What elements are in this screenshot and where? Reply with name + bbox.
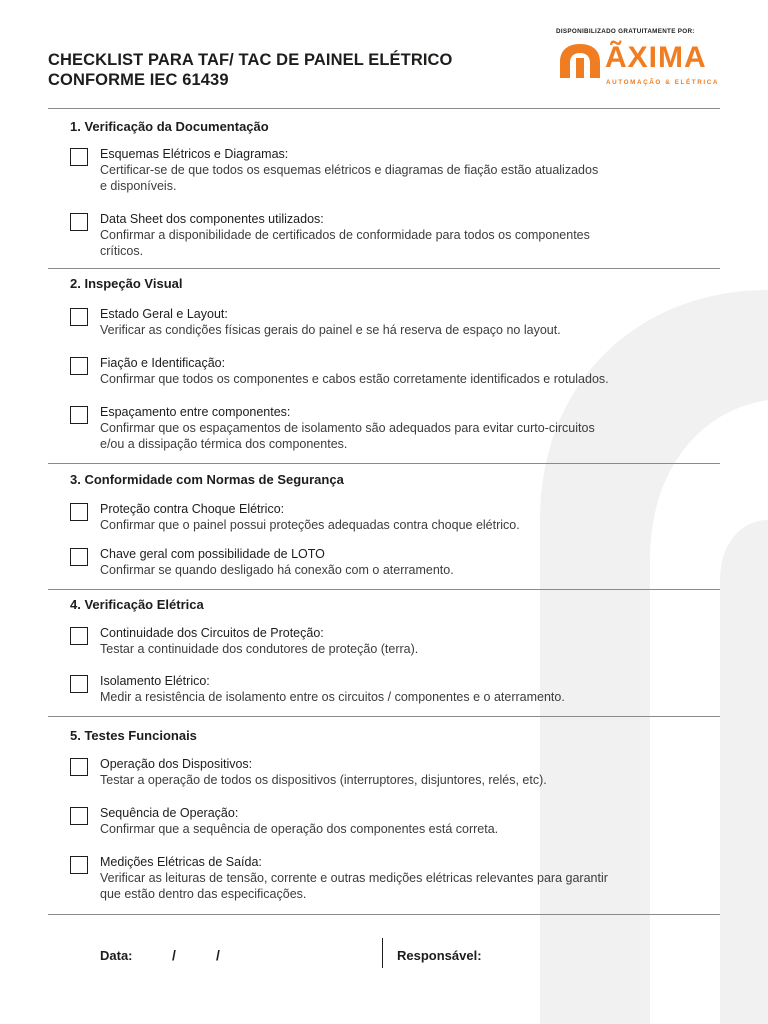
checkbox[interactable] <box>70 148 88 166</box>
document-title <box>48 50 488 90</box>
footer-divider <box>382 938 383 968</box>
item-title: Fiação e Identificação: <box>100 356 226 370</box>
item-description: Certificar-se de que todos os esquemas elétricos e diagramas de fiação estão atualizados <box>100 163 599 177</box>
item-description: Confirmar que a sequência de operação dos componentes está correta. <box>100 822 499 836</box>
divider <box>48 108 720 109</box>
checkbox[interactable] <box>70 213 88 231</box>
divider <box>48 589 720 590</box>
section-title-documentation: 1. Verificação da Documentação <box>70 119 269 134</box>
item-title: Continuidade dos Circuitos de Proteção: <box>100 626 324 640</box>
item-description: e/ou a dissipação térmica dos componentes. <box>100 437 348 451</box>
section-title-visual-inspection: 2. Inspeção Visual <box>70 276 183 291</box>
checkbox[interactable] <box>70 406 88 424</box>
item-description: Verificar as leituras de tensão, corrente e outras medições elétricas relevantes para garantir <box>100 871 608 885</box>
checkbox[interactable] <box>70 357 88 375</box>
date-separator: / <box>172 947 176 963</box>
checkbox[interactable] <box>70 675 88 693</box>
brand-tagline: DISPONIBILIZADO GRATUITAMENTE POR: <box>556 28 695 35</box>
item-title: Data Sheet dos componentes utilizados: <box>100 212 324 226</box>
checkbox[interactable] <box>70 807 88 825</box>
item-description: Verificar as condições físicas gerais do painel e se há reserva de espaço no layout. <box>100 323 561 337</box>
item-title: Isolamento Elétrico: <box>100 674 210 688</box>
signature-footer <box>48 938 720 972</box>
item-description: Confirmar se quando desligado há conexão com o aterramento. <box>100 563 454 577</box>
date-label: Data: <box>100 948 133 963</box>
divider <box>48 914 720 915</box>
responsible-label: Responsável: <box>397 948 482 963</box>
item-description: Testar a operação de todos os dispositivos (interruptores, disjuntores, relés, etc). <box>100 773 547 787</box>
item-title: Chave geral com possibilidade de LOTO <box>100 547 325 561</box>
item-description: Confirmar que os espaçamentos de isolamento são adequados para evitar curto-circuitos <box>100 421 595 435</box>
checkbox[interactable] <box>70 503 88 521</box>
title-line-1: CHECKLIST PARA TAF/ TAC DE PAINEL ELÉTRICO <box>48 51 453 69</box>
divider <box>48 463 720 464</box>
item-title: Esquemas Elétricos e Diagramas: <box>100 147 289 161</box>
brand-block <box>556 28 722 92</box>
maxima-logo-icon <box>556 40 604 80</box>
item-description: Medir a resistência de isolamento entre os circuitos / componentes e o aterramento. <box>100 690 565 704</box>
divider <box>48 716 720 717</box>
checkbox[interactable] <box>70 856 88 874</box>
item-description: Confirmar que todos os componentes e cabos estão corretamente identificados e rotulados. <box>100 372 609 386</box>
section-title-functional-tests: 5. Testes Funcionais <box>70 728 197 743</box>
checkbox[interactable] <box>70 548 88 566</box>
item-description: que estão dentro das especificações. <box>100 887 307 901</box>
divider <box>48 268 720 269</box>
title-line-2: CONFORME IEC 61439 <box>48 71 229 89</box>
section-title-safety-standards: 3. Conformidade com Normas de Segurança <box>70 472 344 487</box>
item-description: Confirmar a disponibilidade de certificados de conformidade para todos os componentes <box>100 228 590 242</box>
item-description: e disponíveis. <box>100 179 177 193</box>
item-description: Testar a continuidade dos condutores de proteção (terra). <box>100 642 419 656</box>
item-title: Espaçamento entre componentes: <box>100 405 291 419</box>
item-title: Estado Geral e Layout: <box>100 307 228 321</box>
item-title: Operação dos Dispositivos: <box>100 757 253 771</box>
item-title: Medições Elétricas de Saída: <box>100 855 262 869</box>
brand-subtitle: AUTOMAÇÃO & ELÉTRICA <box>606 79 720 86</box>
item-title: Proteção contra Choque Elétrico: <box>100 502 285 516</box>
checkbox[interactable] <box>70 758 88 776</box>
item-description: críticos. <box>100 244 144 258</box>
brand-name: ÃXIMA <box>605 41 707 74</box>
checkbox[interactable] <box>70 308 88 326</box>
item-title: Sequência de Operação: <box>100 806 239 820</box>
item-description: Confirmar que o painel possui proteções adequadas contra choque elétrico. <box>100 518 520 532</box>
checkbox[interactable] <box>70 627 88 645</box>
section-title-electrical-verification: 4. Verificação Elétrica <box>70 597 204 612</box>
date-separator: / <box>216 947 220 963</box>
